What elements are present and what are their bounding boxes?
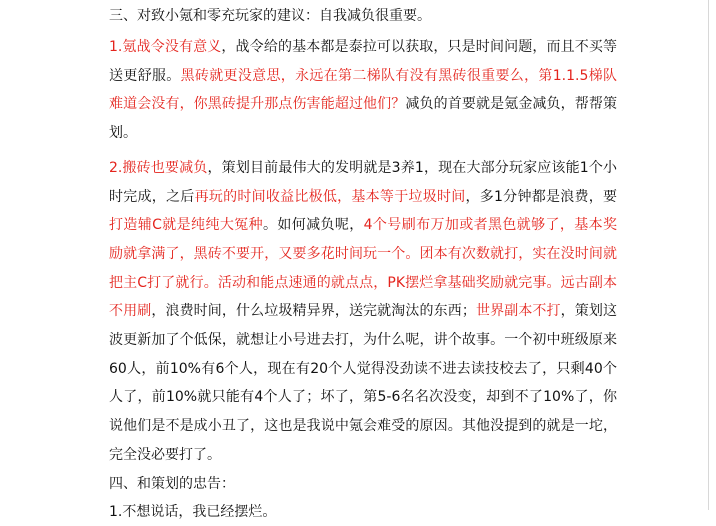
p2-segment: ，多1分钟都是浪费，要 [465, 188, 618, 205]
page-edge-divider [708, 0, 709, 510]
p2-segment: 再玩的时间收益比极低，基本等于垃圾时间 [194, 188, 466, 205]
p1-segment: ，战令给的基本都是泰拉可以获取，只是时间问题，而且不买等送更舒服。 [109, 39, 618, 84]
p2-segment: 2.搬砖也要减负 [109, 159, 208, 176]
section3-heading: 三、对致小氪和零充玩家的建议：自我减负很重要。 [109, 8, 431, 24]
p2-segment: ，浪费时间，什么垃圾精异界，送完就淘汰的东西； [151, 303, 476, 320]
p2-segment: 世界副本不打 [475, 303, 561, 320]
section4-heading: 四、和策划的忠告： [109, 475, 235, 492]
p1-segment: 黑砖就更没意思，永远在第二梯队有没有黑砖很重要么，第1.1.5梯队难道会没有，你黑砖提升那点伤害能超过他们？ [109, 67, 618, 113]
p2-segment: ，策划这波更新加了个低保，就想让小号进去打，为什么呢，讲个故事。一个初中班级原来60人，前10%有6个人，现在有20个人觉得没劲读不进去读技校去了，只剩40个人了，前10%就只能有4个人了；坏了，第5-6名名次没变，却到不了10%了，你说他们是不是成小丑了，这也是我说中氪会难受的原因。其他没提到的就是一坨，完全没必要打了。 [109, 303, 618, 463]
p2-segment: 。如何减负呢， [262, 217, 364, 234]
p1-segment: 1.氪战令没有意义 [109, 39, 222, 55]
section4-item-1: 1.不想说话，我已经摆烂。 [109, 503, 277, 520]
p2-segment: ，策划目前最伟大的发明就是3养1，现在大部分玩家应该能1个小时完成，之后 [109, 159, 617, 205]
p2-segment: 4个号刷布万加或者黑色就够了，基本奖励就拿满了，黑砖不要开，又要多花时间玩一个。团本有次数就打，实在没时间就把主C打了就行。活动和能点速通的就点点，PK摆烂拿基础奖励就完事。远古副本不用刷 [109, 217, 618, 320]
document-content [109, 5, 617, 526]
paragraph-2 [109, 154, 617, 470]
p1-segment: 减负的首要就是氪金减负，帮帮策划。 [109, 96, 618, 142]
paragraph-1 [109, 33, 617, 148]
p2-segment: 打造辅C就是纯纯大冤种 [109, 217, 263, 234]
